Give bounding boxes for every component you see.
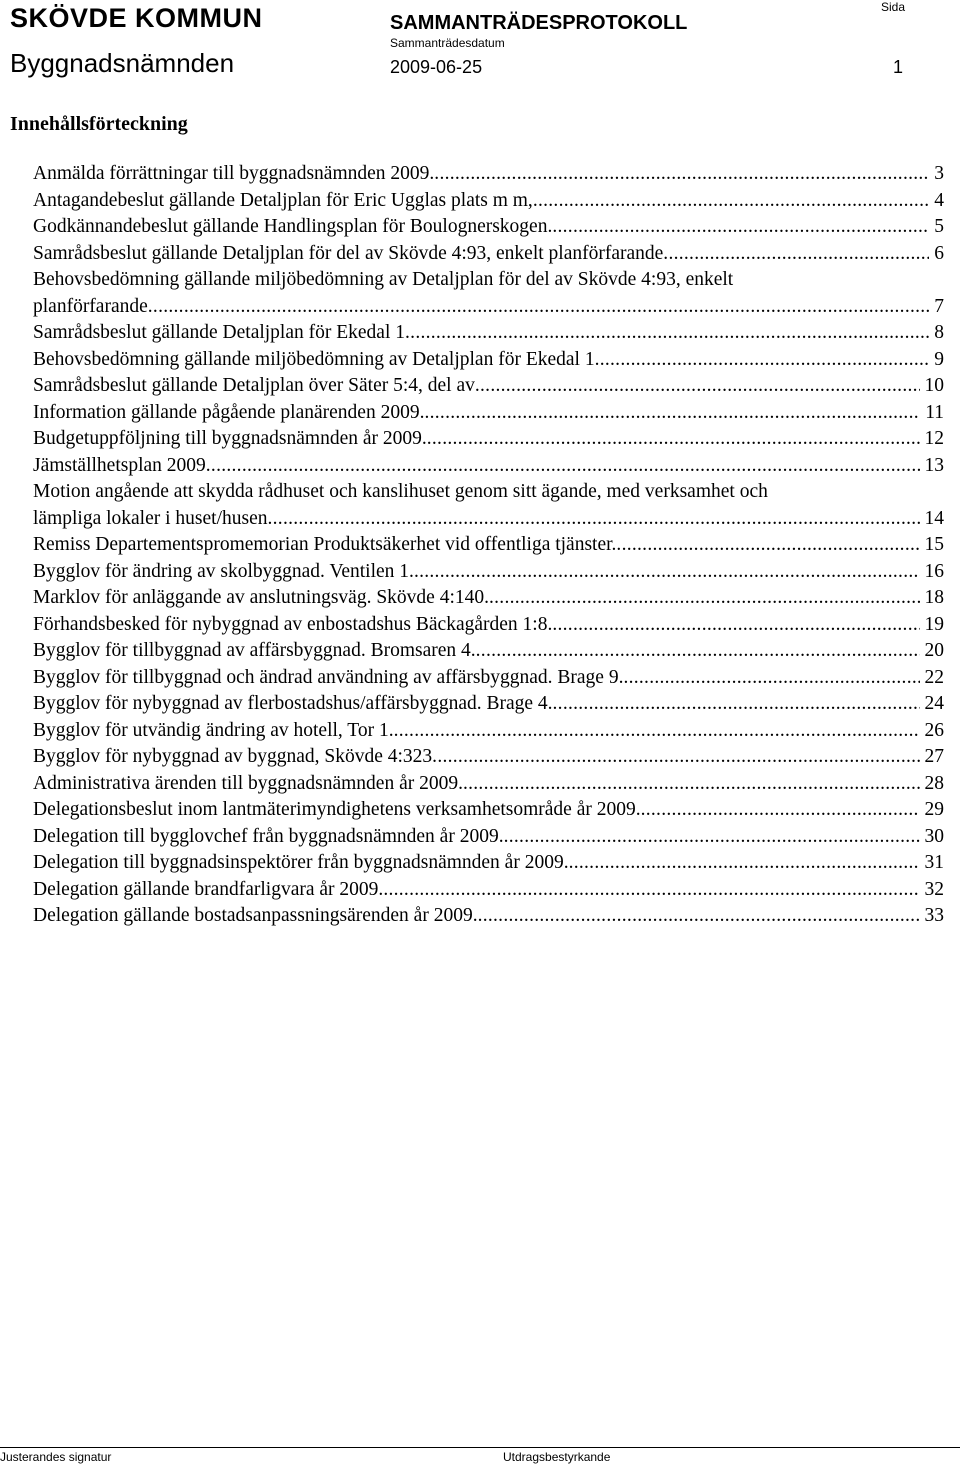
- toc-page-number: 6: [934, 242, 944, 264]
- toc-page-number: 29: [924, 799, 944, 820]
- toc-entry-title: Delegation till bygglovchef från byggnadsnämnden år 2009.: [33, 825, 504, 847]
- toc-page-number: 8: [934, 322, 944, 343]
- dot-leader: [533, 188, 929, 215]
- toc-entry-title: Bygglov för utvändig ändring av hotell, Tor 1.: [33, 719, 394, 741]
- toc-entry[interactable]: [33, 612, 944, 639]
- toc-entry[interactable]: [33, 585, 944, 612]
- table-of-contents: [33, 161, 944, 930]
- toc-entry[interactable]: [33, 161, 944, 188]
- page-label: Sida: [881, 0, 906, 14]
- toc-entry-title: Motion angående att skydda rådhuset och kanslihuset genom sitt ägande, med verksamhet och: [33, 481, 768, 502]
- toc-entry[interactable]: [33, 559, 944, 586]
- dot-leader: [148, 294, 929, 321]
- dot-leader: [552, 612, 919, 639]
- dot-leader: [489, 585, 920, 612]
- dot-leader: [663, 241, 929, 268]
- toc-entry[interactable]: [33, 347, 944, 374]
- toc-entry[interactable]: [33, 214, 944, 241]
- dot-leader: [268, 506, 920, 533]
- toc-entry[interactable]: [33, 373, 944, 400]
- toc-entry[interactable]: [33, 453, 944, 480]
- toc-entry-title: Bygglov för nybyggnad av flerbostadshus/affärsbyggnad. Brage 4.: [33, 693, 553, 714]
- committee-name: Byggnadsnämnden: [10, 48, 235, 78]
- dot-leader: [616, 532, 919, 559]
- toc-entry-title: Bygglov för tillbyggnad av affärsbyggnad. Bromsaren 4.: [33, 640, 476, 661]
- toc-page-number: 16: [924, 560, 944, 582]
- dot-leader: [427, 426, 920, 453]
- toc-entry-title: Marklov för anläggande av anslutningsväg. Skövde 4:140.: [33, 587, 489, 608]
- toc-page-number: 12: [924, 428, 944, 449]
- toc-entry[interactable]: [33, 479, 944, 532]
- toc-entry-title: Behovsbedömning gällande miljöbedömning av Detaljplan för del av Skövde 4:93, enkelt: [33, 269, 734, 290]
- toc-page-number: 11: [925, 401, 944, 423]
- toc-entry[interactable]: [33, 267, 944, 320]
- toc-entry[interactable]: [33, 638, 944, 665]
- toc-entry-title: Anmälda förrättningar till byggnadsnämnden 2009.: [33, 163, 435, 184]
- toc-page-number: 15: [924, 534, 944, 555]
- toc-entry-title: Delegation gällande brandfarligvara år 2009.: [33, 878, 384, 900]
- toc-entry[interactable]: [33, 665, 944, 692]
- dot-leader: [434, 161, 929, 188]
- dot-leader: [383, 877, 919, 904]
- dot-leader: [463, 771, 920, 798]
- toc-entry[interactable]: [33, 691, 944, 718]
- meeting-date-label: Sammanträdesdatum: [390, 36, 505, 50]
- dot-leader: [432, 744, 919, 771]
- toc-entry-title: Samrådsbeslut gällande Detaljplan över Säter 5:4, del av: [33, 375, 475, 396]
- dot-leader: [424, 400, 920, 427]
- toc-page-number: 7: [934, 295, 944, 317]
- toc-entry[interactable]: [33, 797, 944, 824]
- toc-entry-title: Delegation gällande bostadsanpassningsärenden år 2009.: [33, 905, 478, 926]
- municipality-logo: SKÖVDE KOMMUN: [10, 3, 263, 33]
- toc-entry[interactable]: [33, 718, 944, 745]
- dot-leader: [394, 718, 920, 745]
- toc-entry[interactable]: [33, 532, 944, 559]
- page-number: 1: [893, 57, 904, 77]
- dot-leader: [569, 850, 920, 877]
- toc-entry-title: Information gällande pågående planärenden 2009.: [33, 401, 425, 423]
- dot-leader: [475, 373, 920, 400]
- toc-entry-title: Delegationsbeslut inom lantmäterimyndighetens verksamhetsområde år 2009.: [33, 799, 641, 820]
- toc-page-number: 3: [934, 163, 944, 184]
- toc-entry-title: Samrådsbeslut gällande Detaljplan för Ekedal 1: [33, 322, 406, 343]
- dot-leader: [405, 320, 929, 347]
- toc-page-number: 19: [924, 613, 944, 635]
- toc-page-number: 10: [924, 375, 944, 396]
- toc-entry-title: Delegation till byggnadsinspektörer från byggnadsnämnden år 2009.: [33, 852, 569, 873]
- toc-entry-title: Godkännandebeslut gällande Handlingsplan för Boulognerskogen.: [33, 216, 553, 237]
- toc-entry-title: Bygglov för ändring av skolbyggnad. Ventilen 1.: [33, 560, 414, 582]
- footer-divider: [0, 1447, 960, 1448]
- toc-entry[interactable]: [33, 320, 944, 347]
- toc-entry[interactable]: [33, 744, 944, 771]
- toc-entry-title: Samrådsbeslut gällande Detaljplan för del av Skövde 4:93, enkelt planförfarande: [33, 242, 664, 264]
- toc-entry[interactable]: [33, 241, 944, 268]
- toc-entry[interactable]: [33, 903, 944, 930]
- toc-entry-title: Antagandebeslut gällande Detaljplan för Eric Ugglas plats m m,: [33, 189, 533, 211]
- toc-page-number: 13: [924, 454, 944, 476]
- toc-page-number: 31: [924, 852, 944, 873]
- dot-leader: [553, 691, 920, 718]
- dot-leader: [595, 347, 930, 374]
- dot-leader: [552, 214, 929, 241]
- meeting-date: 2009-06-25: [390, 57, 483, 77]
- toc-entry-title: Budgetuppföljning till byggnadsnämnden år 2009.: [33, 428, 427, 449]
- dot-leader: [478, 903, 920, 930]
- toc-entry[interactable]: [33, 188, 944, 215]
- signature-label: Justerandes signatur: [0, 1450, 112, 1464]
- toc-page-number: 30: [924, 825, 944, 847]
- toc-page-number: 33: [924, 905, 944, 926]
- toc-entry-title-continuation: planförfarande: [33, 295, 148, 317]
- toc-entry[interactable]: [33, 850, 944, 877]
- toc-entry-title: Bygglov för nybyggnad av byggnad, Skövde 4:323: [33, 746, 433, 767]
- toc-entry[interactable]: [33, 400, 944, 427]
- toc-heading: Innehållsförteckning: [10, 113, 188, 135]
- toc-page-number: 18: [924, 587, 944, 608]
- toc-page-number: 20: [924, 640, 944, 661]
- dot-leader: [623, 665, 919, 692]
- toc-page-number: 14: [924, 507, 944, 529]
- toc-entry-title: Behovsbedömning gällande miljöbedömning av Detaljplan för Ekedal 1: [33, 348, 595, 370]
- toc-page-number: 28: [924, 772, 944, 794]
- toc-entry[interactable]: [33, 426, 944, 453]
- document-title: SAMMANTRÄDESPROTOKOLL: [390, 12, 688, 34]
- toc-entry[interactable]: [33, 877, 944, 904]
- dot-leader: [504, 824, 920, 851]
- toc-page-number: 4: [934, 189, 944, 211]
- toc-entry[interactable]: [33, 771, 944, 798]
- toc-page-number: 26: [924, 719, 944, 741]
- toc-entry-title: Remiss Departementspromemorian Produktsäkerhet vid offentliga tjänster.: [33, 534, 617, 555]
- toc-entry-title: Jämställhetsplan 2009: [33, 454, 206, 476]
- toc-entry-title-continuation: lämpliga lokaler i huset/husen: [33, 507, 268, 529]
- toc-page-number: 9: [934, 348, 944, 370]
- toc-entry[interactable]: [33, 824, 944, 851]
- extract-label: Utdragsbestyrkande: [503, 1450, 611, 1464]
- dot-leader: [476, 638, 920, 665]
- dot-leader: [641, 797, 920, 824]
- toc-page-number: 24: [924, 693, 944, 714]
- toc-entry-title: Förhandsbesked för nybyggnad av enbostadshus Bäckagården 1:8.: [33, 613, 553, 635]
- toc-page-number: 27: [924, 746, 944, 767]
- toc-page-number: 22: [924, 666, 944, 688]
- toc-entry-title: Administrativa ärenden till byggnadsnämnden år 2009.: [33, 772, 463, 794]
- toc-page-number: 32: [924, 878, 944, 900]
- toc-page-number: 5: [934, 216, 944, 237]
- dot-leader: [414, 559, 920, 586]
- toc-entry-title: Bygglov för tillbyggnad och ändrad användning av affärsbyggnad. Brage 9.: [33, 666, 624, 688]
- dot-leader: [206, 453, 920, 480]
